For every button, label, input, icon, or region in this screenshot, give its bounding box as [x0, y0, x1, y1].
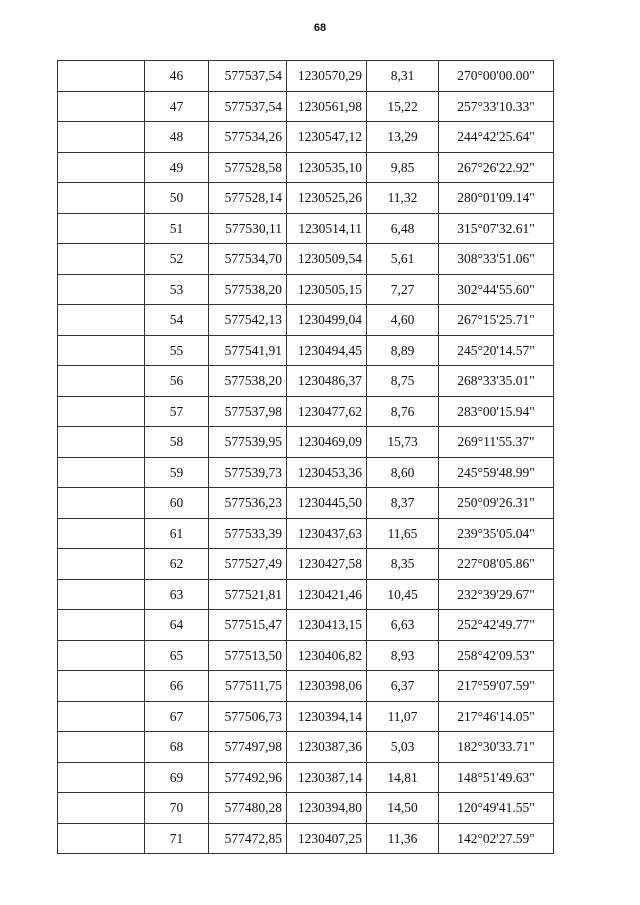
length-cell: 8,31: [367, 61, 439, 92]
table-row: [58, 91, 554, 122]
point-number-cell: 51: [145, 213, 209, 244]
table-row: [58, 61, 554, 92]
length-cell: 13,29: [367, 122, 439, 153]
length-cell: 9,85: [367, 152, 439, 183]
empty-cell: [58, 122, 145, 153]
coordinates-table: [57, 60, 554, 854]
y-coordinate-cell: 1230469,09: [287, 427, 367, 458]
length-cell: 11,32: [367, 183, 439, 214]
table-row: [58, 762, 554, 793]
empty-cell: [58, 152, 145, 183]
y-coordinate-cell: 1230494,45: [287, 335, 367, 366]
length-cell: 8,75: [367, 366, 439, 397]
point-number-cell: 49: [145, 152, 209, 183]
table-row: [58, 671, 554, 702]
length-cell: 8,93: [367, 640, 439, 671]
point-number-cell: 54: [145, 305, 209, 336]
empty-cell: [58, 579, 145, 610]
table-row: [58, 213, 554, 244]
empty-cell: [58, 549, 145, 580]
point-number-cell: 50: [145, 183, 209, 214]
angle-cell: 268°33'35.01": [439, 366, 554, 397]
length-cell: 14,81: [367, 762, 439, 793]
table-row: [58, 122, 554, 153]
empty-cell: [58, 610, 145, 641]
point-number-cell: 68: [145, 732, 209, 763]
angle-cell: 270°00'00.00": [439, 61, 554, 92]
table-row: [58, 793, 554, 824]
empty-cell: [58, 305, 145, 336]
empty-cell: [58, 640, 145, 671]
y-coordinate-cell: 1230445,50: [287, 488, 367, 519]
length-cell: 4,60: [367, 305, 439, 336]
table-row: [58, 823, 554, 854]
empty-cell: [58, 732, 145, 763]
angle-cell: 227°08'05.86": [439, 549, 554, 580]
length-cell: 11,65: [367, 518, 439, 549]
angle-cell: 250°09'26.31": [439, 488, 554, 519]
point-number-cell: 71: [145, 823, 209, 854]
point-number-cell: 61: [145, 518, 209, 549]
y-coordinate-cell: 1230535,10: [287, 152, 367, 183]
length-cell: 6,48: [367, 213, 439, 244]
angle-cell: 232°39'29.67": [439, 579, 554, 610]
point-number-cell: 70: [145, 793, 209, 824]
angle-cell: 269°11'55.37": [439, 427, 554, 458]
y-coordinate-cell: 1230547,12: [287, 122, 367, 153]
point-number-cell: 62: [145, 549, 209, 580]
x-coordinate-cell: 577542,13: [209, 305, 287, 336]
point-number-cell: 60: [145, 488, 209, 519]
angle-cell: 315°07'32.61": [439, 213, 554, 244]
table-row: [58, 366, 554, 397]
empty-cell: [58, 244, 145, 275]
length-cell: 11,36: [367, 823, 439, 854]
empty-cell: [58, 335, 145, 366]
table-row: [58, 244, 554, 275]
y-coordinate-cell: 1230421,46: [287, 579, 367, 610]
x-coordinate-cell: 577527,49: [209, 549, 287, 580]
y-coordinate-cell: 1230427,58: [287, 549, 367, 580]
x-coordinate-cell: 577536,23: [209, 488, 287, 519]
y-coordinate-cell: 1230387,14: [287, 762, 367, 793]
empty-cell: [58, 396, 145, 427]
table-row: [58, 335, 554, 366]
y-coordinate-cell: 1230486,37: [287, 366, 367, 397]
point-number-cell: 58: [145, 427, 209, 458]
angle-cell: 267°15'25.71": [439, 305, 554, 336]
coordinates-table-body: [58, 61, 554, 854]
angle-cell: 245°20'14.57": [439, 335, 554, 366]
x-coordinate-cell: 577513,50: [209, 640, 287, 671]
empty-cell: [58, 61, 145, 92]
table-row: [58, 305, 554, 336]
length-cell: 7,27: [367, 274, 439, 305]
x-coordinate-cell: 577541,91: [209, 335, 287, 366]
angle-cell: 283°00'15.94": [439, 396, 554, 427]
angle-cell: 182°30'33.71": [439, 732, 554, 763]
table-row: [58, 640, 554, 671]
x-coordinate-cell: 577538,20: [209, 274, 287, 305]
page-number: 68: [313, 22, 327, 34]
table-row: [58, 396, 554, 427]
empty-cell: [58, 823, 145, 854]
angle-cell: 257°33'10.33": [439, 91, 554, 122]
y-coordinate-cell: 1230477,62: [287, 396, 367, 427]
empty-cell: [58, 762, 145, 793]
x-coordinate-cell: 577537,54: [209, 91, 287, 122]
table-row: [58, 152, 554, 183]
x-coordinate-cell: 577538,20: [209, 366, 287, 397]
length-cell: 15,22: [367, 91, 439, 122]
y-coordinate-cell: 1230499,04: [287, 305, 367, 336]
x-coordinate-cell: 577515,47: [209, 610, 287, 641]
angle-cell: 280°01'09.14": [439, 183, 554, 214]
empty-cell: [58, 518, 145, 549]
angle-cell: 142°02'27.59": [439, 823, 554, 854]
length-cell: 10,45: [367, 579, 439, 610]
point-number-cell: 66: [145, 671, 209, 702]
x-coordinate-cell: 577497,98: [209, 732, 287, 763]
table-row: [58, 488, 554, 519]
length-cell: 6,37: [367, 671, 439, 702]
length-cell: 11,07: [367, 701, 439, 732]
table-row: [58, 518, 554, 549]
angle-cell: 217°46'14.05": [439, 701, 554, 732]
angle-cell: 267°26'22.92": [439, 152, 554, 183]
y-coordinate-cell: 1230525,26: [287, 183, 367, 214]
x-coordinate-cell: 577539,95: [209, 427, 287, 458]
length-cell: 8,76: [367, 396, 439, 427]
point-number-cell: 63: [145, 579, 209, 610]
angle-cell: 258°42'09.53": [439, 640, 554, 671]
y-coordinate-cell: 1230514,11: [287, 213, 367, 244]
x-coordinate-cell: 577539,73: [209, 457, 287, 488]
x-coordinate-cell: 577492,96: [209, 762, 287, 793]
y-coordinate-cell: 1230387,36: [287, 732, 367, 763]
point-number-cell: 55: [145, 335, 209, 366]
length-cell: 8,60: [367, 457, 439, 488]
angle-cell: 217°59'07.59": [439, 671, 554, 702]
table-row: [58, 732, 554, 763]
empty-cell: [58, 701, 145, 732]
y-coordinate-cell: 1230394,14: [287, 701, 367, 732]
point-number-cell: 53: [145, 274, 209, 305]
length-cell: 6,63: [367, 610, 439, 641]
length-cell: 14,50: [367, 793, 439, 824]
point-number-cell: 59: [145, 457, 209, 488]
point-number-cell: 69: [145, 762, 209, 793]
angle-cell: 308°33'51.06": [439, 244, 554, 275]
point-number-cell: 52: [145, 244, 209, 275]
angle-cell: 302°44'55.60": [439, 274, 554, 305]
x-coordinate-cell: 577533,39: [209, 518, 287, 549]
y-coordinate-cell: 1230561,98: [287, 91, 367, 122]
x-coordinate-cell: 577506,73: [209, 701, 287, 732]
point-number-cell: 46: [145, 61, 209, 92]
y-coordinate-cell: 1230394,80: [287, 793, 367, 824]
angle-cell: 245°59'48.99": [439, 457, 554, 488]
y-coordinate-cell: 1230398,06: [287, 671, 367, 702]
angle-cell: 120°49'41.55": [439, 793, 554, 824]
length-cell: 8,35: [367, 549, 439, 580]
angle-cell: 239°35'05.04": [439, 518, 554, 549]
point-number-cell: 56: [145, 366, 209, 397]
empty-cell: [58, 366, 145, 397]
point-number-cell: 47: [145, 91, 209, 122]
length-cell: 15,73: [367, 427, 439, 458]
y-coordinate-cell: 1230509,54: [287, 244, 367, 275]
empty-cell: [58, 793, 145, 824]
x-coordinate-cell: 577537,54: [209, 61, 287, 92]
empty-cell: [58, 183, 145, 214]
point-number-cell: 65: [145, 640, 209, 671]
table-row: [58, 701, 554, 732]
x-coordinate-cell: 577528,14: [209, 183, 287, 214]
table-row: [58, 427, 554, 458]
table-row: [58, 610, 554, 641]
y-coordinate-cell: 1230437,63: [287, 518, 367, 549]
length-cell: 8,37: [367, 488, 439, 519]
empty-cell: [58, 488, 145, 519]
table-row: [58, 579, 554, 610]
angle-cell: 252°42'49.77": [439, 610, 554, 641]
table-row: [58, 183, 554, 214]
x-coordinate-cell: 577511,75: [209, 671, 287, 702]
length-cell: 8,89: [367, 335, 439, 366]
empty-cell: [58, 457, 145, 488]
length-cell: 5,61: [367, 244, 439, 275]
point-number-cell: 67: [145, 701, 209, 732]
point-number-cell: 48: [145, 122, 209, 153]
x-coordinate-cell: 577521,81: [209, 579, 287, 610]
x-coordinate-cell: 577528,58: [209, 152, 287, 183]
y-coordinate-cell: 1230413,15: [287, 610, 367, 641]
point-number-cell: 64: [145, 610, 209, 641]
table-row: [58, 274, 554, 305]
y-coordinate-cell: 1230570,29: [287, 61, 367, 92]
empty-cell: [58, 91, 145, 122]
x-coordinate-cell: 577530,11: [209, 213, 287, 244]
x-coordinate-cell: 577472,85: [209, 823, 287, 854]
y-coordinate-cell: 1230406,82: [287, 640, 367, 671]
empty-cell: [58, 213, 145, 244]
length-cell: 5,03: [367, 732, 439, 763]
empty-cell: [58, 274, 145, 305]
table-row: [58, 457, 554, 488]
empty-cell: [58, 671, 145, 702]
x-coordinate-cell: 577537,98: [209, 396, 287, 427]
point-number-cell: 57: [145, 396, 209, 427]
y-coordinate-cell: 1230453,36: [287, 457, 367, 488]
x-coordinate-cell: 577534,26: [209, 122, 287, 153]
y-coordinate-cell: 1230505,15: [287, 274, 367, 305]
x-coordinate-cell: 577534,70: [209, 244, 287, 275]
y-coordinate-cell: 1230407,25: [287, 823, 367, 854]
empty-cell: [58, 427, 145, 458]
angle-cell: 244°42'25.64": [439, 122, 554, 153]
angle-cell: 148°51'49.63": [439, 762, 554, 793]
x-coordinate-cell: 577480,28: [209, 793, 287, 824]
table-row: [58, 549, 554, 580]
